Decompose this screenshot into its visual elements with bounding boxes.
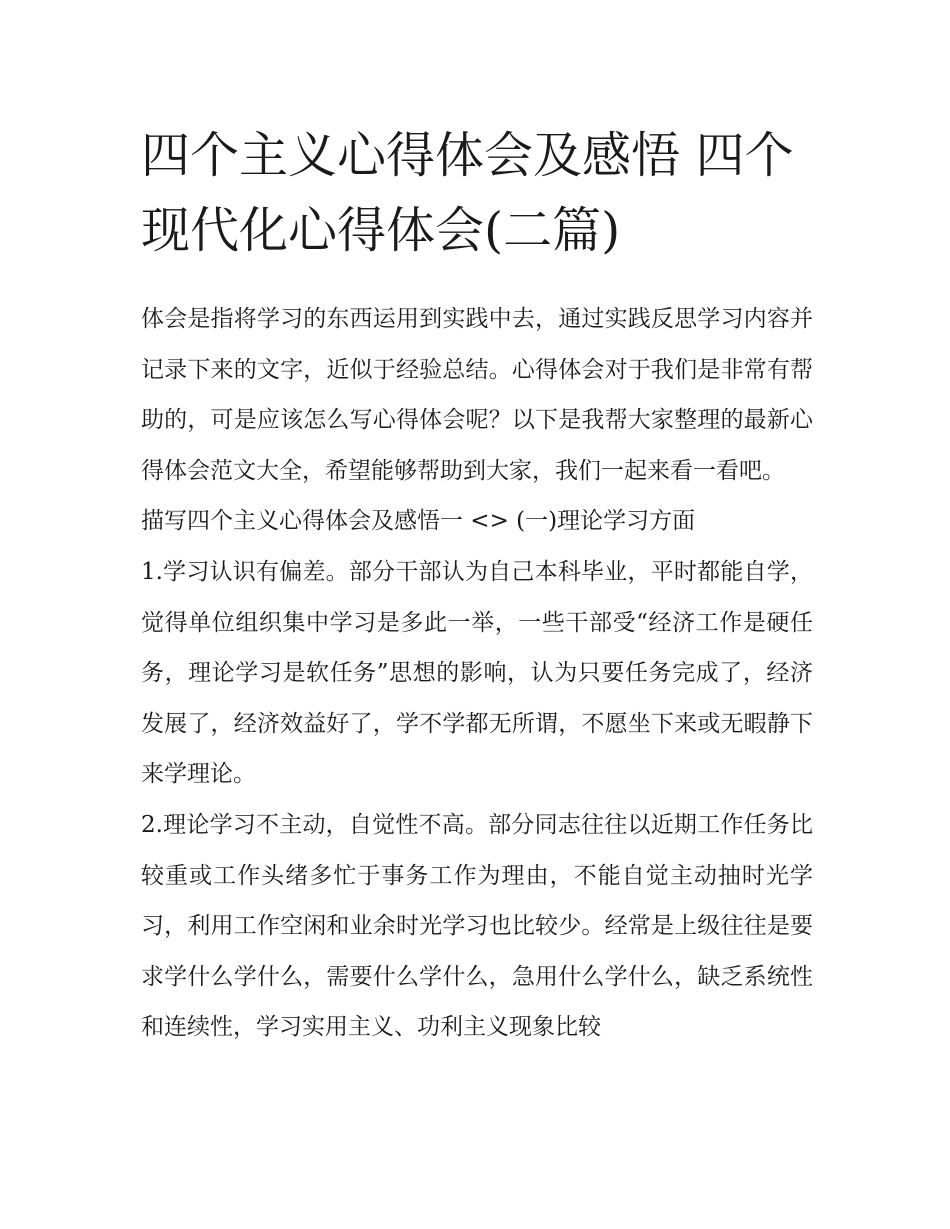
body-paragraph-1: 1.学习认识有偏差。部分干部认为自己本科毕业，平时都能自学，觉得单位组织集中学习是多此一举，一些干部受“经济工作是硬任务，理论学习是软任务”思想的影响，认为只要任务完成了，经济发展了，经济效益好了，学不学都无所谓，不愿坐下来或无暇静下来学理论。: [141, 558, 813, 788]
section-heading: 描写四个主义心得体会及感悟一 <> (一)理论学习方面: [141, 508, 696, 535]
intro-paragraph: 体会是指将学习的东西运用到实践中去，通过实践反思学习内容并记录下来的文字，近似于经验总结。心得体会对于我们是非常有帮助的，可是应该怎么写心得体会呢？以下是我帮大家整理的最新心得体会范文大全，希望能够帮助到大家，我们一起来看一看吧。: [141, 306, 813, 484]
document-page: [141, 118, 813, 1053]
body-paragraph-2: 2.理论学习不主动，自觉性不高。部分同志往往以近期工作任务比较重或工作头绪多忙于事务工作为理由，不能自觉主动抽时光学习，利用工作空闲和业余时光学习也比较少。经常是上级往往是要求学什么学什么，需要什么学什么，急用什么学什么，缺乏系统性和连续性，学习实用主义、功利主义现象比较: [141, 811, 813, 1041]
document-title: 四个主义心得体会及感悟 四个现代化心得体会(二篇): [141, 127, 794, 259]
